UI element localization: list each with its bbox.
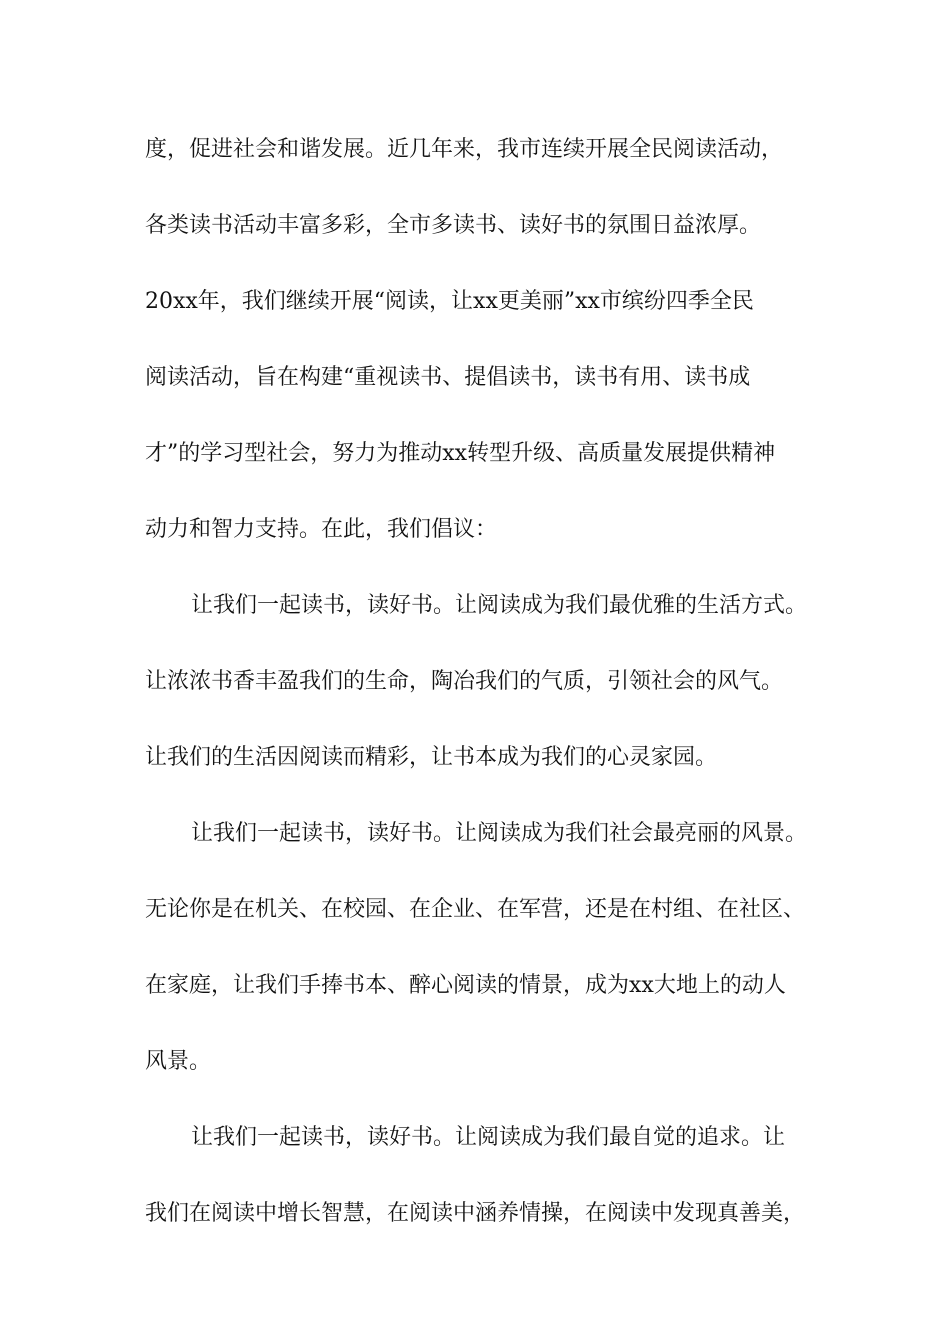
text-line: 动力和智力支持。在此，我们倡议： bbox=[145, 517, 498, 542]
text-line: 无论你是在机关、在校园、在企业、在军营，还是在村组、在社区、 bbox=[145, 897, 806, 922]
text-line: 度，促进社会和谐发展。近几年来，我市连续开展全民阅读活动， bbox=[145, 137, 784, 162]
paragraph-first-line: 让我们一起读书，读好书。让阅读成为我们社会最亮丽的风景。 bbox=[191, 821, 808, 846]
paragraph-first-line: 让我们一起读书，读好书。让阅读成为我们最自觉的追求。让 bbox=[191, 1125, 786, 1150]
text-line: 各类读书活动丰富多彩，全市多读书、读好书的氛围日益浓厚。 bbox=[145, 213, 762, 238]
text-line: 20xx年，我们继续开展“阅读，让xx更美丽”xx市缤纷四季全民 bbox=[145, 289, 754, 314]
text-line: 才”的学习型社会，努力为推动xx转型升级、高质量发展提供精神 bbox=[145, 441, 776, 466]
text-line: 让我们的生活因阅读而精彩，让书本成为我们的心灵家园。 bbox=[145, 745, 718, 770]
body-text bbox=[145, 128, 825, 1268]
paragraph-first-line: 让我们一起读书，读好书。让阅读成为我们最优雅的生活方式。 bbox=[191, 593, 808, 618]
text-line: 让浓浓书香丰盈我们的生命，陶冶我们的气质，引领社会的风气。 bbox=[145, 669, 784, 694]
text-line: 在家庭，让我们手捧书本、醉心阅读的情景，成为xx大地上的动人 bbox=[145, 973, 786, 998]
text-line: 风景。 bbox=[145, 1049, 212, 1074]
text-line: 阅读活动，旨在构建“重视读书、提倡读书，读书有用、读书成 bbox=[145, 365, 751, 390]
text-line: 我们在阅读中增长智慧，在阅读中涵养情操，在阅读中发现真善美， bbox=[145, 1201, 806, 1226]
